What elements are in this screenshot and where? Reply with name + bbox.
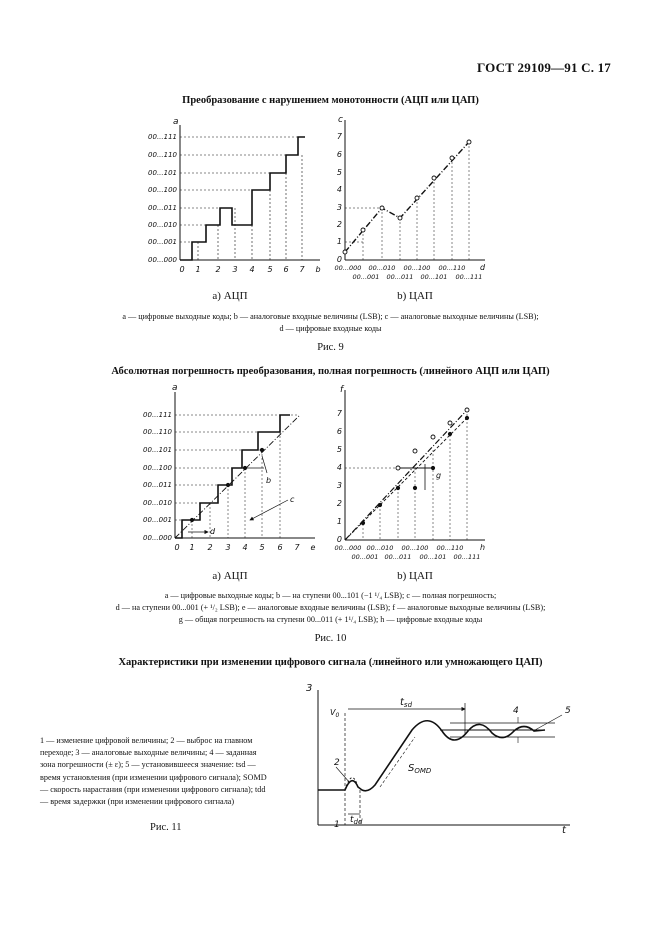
fig9b-xtick: 00...110 xyxy=(438,264,466,272)
fig11-tsd-label xyxy=(400,697,413,709)
fig10b-mark-g: g xyxy=(436,471,442,480)
fig9a-y-label: a xyxy=(173,117,179,127)
fig9a-ytick: 00...101 xyxy=(148,169,177,177)
fig11-v0-main: V xyxy=(330,708,336,717)
fig10a-mark-d: d xyxy=(210,527,216,536)
fig10a-ytick: 00...000 xyxy=(143,534,172,542)
fig9a-xtick: 7 xyxy=(299,265,305,274)
fig10b-xtick: 00...111 xyxy=(453,553,481,561)
fig10a-xtick: 3 xyxy=(225,543,231,552)
fig9-label: Рис. 9 xyxy=(317,342,344,353)
fig10b-ytick: 4 xyxy=(336,463,342,472)
fig10b-ytick: 2 xyxy=(336,499,342,508)
fig9b-xtick: 00...001 xyxy=(352,273,380,281)
fig10-dac-caption: b) ЦАП xyxy=(397,570,433,582)
fig10a-ytick: 00...011 xyxy=(143,481,172,489)
fig10b-ytick: 5 xyxy=(336,445,342,454)
fig9a-xtick: 5 xyxy=(267,265,273,274)
fig10b-xtick: 00...000 xyxy=(334,544,362,552)
fig10a-y-label: a xyxy=(172,383,178,393)
fig10a-ytick: 00...111 xyxy=(143,411,172,419)
fig9a-xtick: 2 xyxy=(215,265,221,274)
fig9a-ytick: 00...000 xyxy=(148,256,177,264)
fig10-label: Рис. 10 xyxy=(314,633,347,644)
fig9b-ytick: 0 xyxy=(336,255,342,264)
fig10-legend-line: g — общая погрешность на ступени 00...011 (+ 1¹/₄ LSB); h — цифровые входные коды xyxy=(178,615,483,624)
fig9-legend-line: d — цифровые входные коды xyxy=(279,324,382,333)
fig9a-x-label: b xyxy=(315,265,321,274)
fig11-tdd-label xyxy=(350,815,363,826)
fig10b-ytick: 3 xyxy=(336,481,342,490)
fig9b-ytick: 5 xyxy=(336,168,342,177)
fig10a-xtick: 2 xyxy=(207,543,213,552)
fig9a-xtick: 3 xyxy=(232,265,238,274)
fig11-response-curve xyxy=(318,721,545,791)
fig10a-mark-b: b xyxy=(266,476,272,485)
fig9-dac-chart xyxy=(330,110,505,290)
fig11-mark-4: 4 xyxy=(513,706,519,716)
fig10a-ytick: 00...010 xyxy=(143,499,172,507)
fig9-title: Преобразование с нарушением монотонности (АЦП или ЦАП) xyxy=(182,95,479,106)
fig11-label: Рис. 11 xyxy=(150,822,182,833)
fig10-adc-chart xyxy=(130,380,330,565)
fig11-somd-main: S xyxy=(408,763,415,774)
fig10-adc-caption: а) АЦП xyxy=(212,570,248,582)
fig9b-ytick: 1 xyxy=(336,237,342,246)
fig9a-ytick: 00...001 xyxy=(148,238,177,246)
fig9b-ytick: 6 xyxy=(336,150,342,159)
fig10-title: Абсолютная погрешность преобразования, полная погрешность (линейного АЦП или ЦАП) xyxy=(111,366,550,377)
fig9b-ytick: 7 xyxy=(336,132,342,141)
fig10a-xtick: 5 xyxy=(259,543,265,552)
fig9-legend xyxy=(40,311,621,335)
fig11-v0-sub: 0 xyxy=(335,712,340,719)
fig9b-ytick: 4 xyxy=(336,185,342,194)
fig11-tsd-main: t xyxy=(400,697,404,708)
fig10a-c-arrow xyxy=(250,500,288,520)
fig9b-xtick: 00...000 xyxy=(334,264,362,272)
fig10-dac-chart xyxy=(330,380,505,570)
fig10a-ytick: 00...100 xyxy=(143,464,172,472)
fig11-slope-line xyxy=(380,737,415,787)
fig9a-xtick: 6 xyxy=(283,265,289,274)
fig9b-ytick: 2 xyxy=(336,220,342,229)
fig9a-ytick: 00...011 xyxy=(148,204,177,212)
fig9b-x-label: d xyxy=(480,263,486,272)
fig9-adc-chart xyxy=(140,110,330,290)
fig10a-mark-c: c xyxy=(290,495,295,504)
fig9b-ytick: 3 xyxy=(336,203,342,212)
fig10b-xtick: 00...010 xyxy=(366,544,394,552)
fig11-title: Характеристики при изменении цифрового сигнала (линейного или умножающего ЦАП) xyxy=(118,657,543,668)
fig11-tsd-sub: sd xyxy=(403,701,413,709)
fig11-mark-5: 5 xyxy=(565,706,571,716)
fig11-somd-label xyxy=(408,763,432,775)
fig10b-ytick: 7 xyxy=(336,409,342,418)
fig10b-ytick: 6 xyxy=(336,427,342,436)
fig10b-actual-line xyxy=(345,410,467,540)
fig9a-ytick: 00...110 xyxy=(148,151,177,159)
fig10a-ytick: 00...110 xyxy=(143,428,172,436)
fig9b-y-label: c xyxy=(338,115,343,125)
fig9b-xtick: 00...111 xyxy=(455,273,483,281)
fig11-mark-1: 1 xyxy=(334,820,340,830)
fig10b-xtick: 00...100 xyxy=(401,544,429,552)
fig9-adc-caption: а) АЦП xyxy=(212,290,248,302)
fig11-legend: 1 — изменение цифровой величины; 2 — выброс на главном переходе; 3 — аналоговые выходные величины; 4 — заданная зона погрешности (± ε); 5 — установившееся значение: tsd — время установления (при изменении цифрового сигнала); SOMD — скорость нарастания (при изменении цифрового сигнала); tdd — время задержки (при изменении цифрового сигнала) xyxy=(40,736,267,807)
fig9a-ytick: 00...010 xyxy=(148,221,177,229)
fig10a-xtick: 7 xyxy=(294,543,300,552)
fig11-v0-label xyxy=(330,708,339,719)
fig9a-xtick: 0 xyxy=(179,265,185,274)
fig10b-x-label: h xyxy=(480,543,486,552)
fig10a-x-label: e xyxy=(310,543,316,552)
fig10-legend xyxy=(40,590,621,626)
fig10b-y-label: f xyxy=(340,385,344,395)
fig11-tdd-sub: dd xyxy=(353,818,363,826)
fig10b-xtick: 00...110 xyxy=(436,544,464,552)
fig10-legend-line: d — на ступени 00...001 (+ ¹/₂ LSB); e — аналоговые входные величины (LSB); f — аналоговые выходные величины (LSB); xyxy=(115,603,546,612)
fig10b-ytick: 0 xyxy=(336,535,342,544)
fig11-somd-sub: OMD xyxy=(414,767,432,775)
fig9b-xtick: 00...010 xyxy=(368,264,396,272)
fig10a-xtick: 6 xyxy=(277,543,283,552)
fig9a-ytick: 00...100 xyxy=(148,186,177,194)
fig10b-xtick: 00...001 xyxy=(351,553,379,561)
fig9-dac-caption: b) ЦАП xyxy=(397,290,433,302)
fig11-x-label: t xyxy=(562,825,566,836)
fig9b-xtick: 00...011 xyxy=(386,273,414,281)
fig10a-xtick: 1 xyxy=(189,543,195,552)
fig10a-ytick: 00...101 xyxy=(143,446,172,454)
fig9a-xtick: 1 xyxy=(195,265,201,274)
fig9a-ytick: 00...111 xyxy=(148,133,177,141)
fig10a-xtick: 0 xyxy=(174,543,180,552)
fig10-legend-line: a — цифровые выходные коды; b — на ступени 00...101 (−1 ¹/₄ LSB); c — полная погрешность; xyxy=(164,591,497,600)
fig9b-xtick: 00...101 xyxy=(420,273,448,281)
page-header: ГОСТ 29109—91 С. 17 xyxy=(477,60,611,75)
fig10b-xtick: 00...011 xyxy=(384,553,412,561)
fig10a-xtick: 4 xyxy=(242,543,248,552)
fig10b-ytick: 1 xyxy=(336,517,342,526)
fig9a-xtick: 4 xyxy=(249,265,255,274)
fig11-y-label: 3 xyxy=(306,683,313,694)
fig11-mark-2: 2 xyxy=(334,758,340,768)
fig9b-xtick: 00...100 xyxy=(403,264,431,272)
fig11-chart xyxy=(300,675,600,840)
fig10a-ytick: 00...001 xyxy=(143,516,172,524)
fig10b-xtick: 00...101 xyxy=(419,553,447,561)
fig9-legend-line: a — цифровые выходные коды; b — аналоговые входные величины (LSB); c — аналоговые выходные величины (LSB); xyxy=(122,312,539,321)
fig11-tdd-main: t xyxy=(350,815,354,825)
